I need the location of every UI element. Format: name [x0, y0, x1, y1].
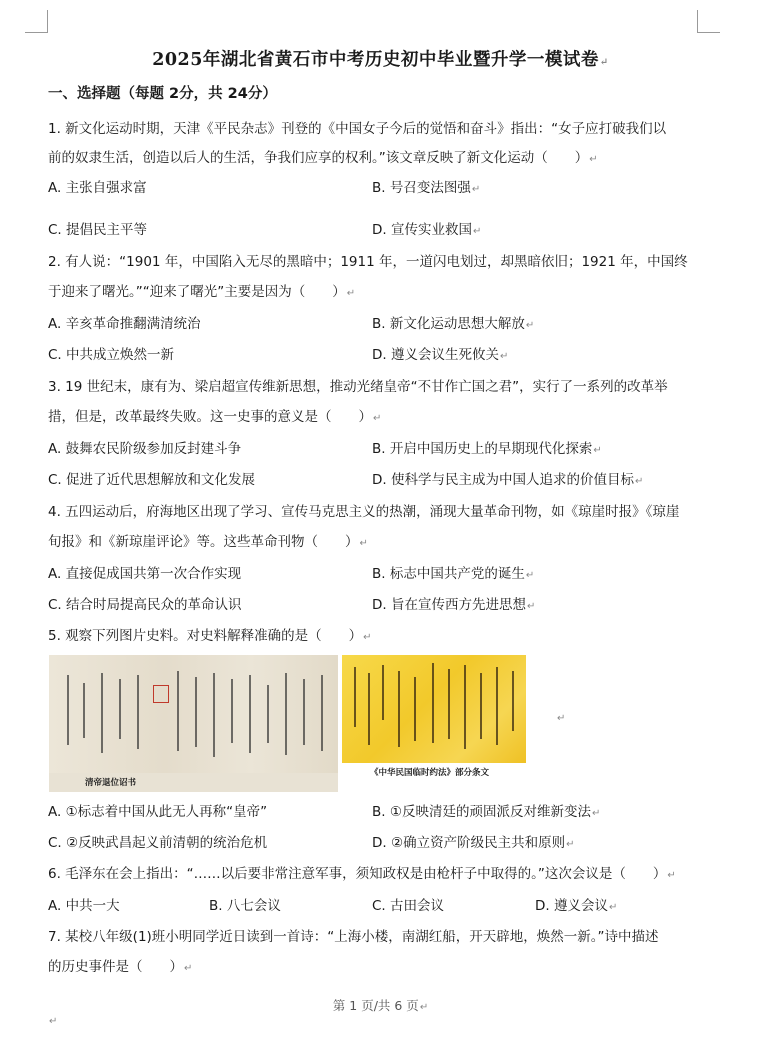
- edict-text-column: [303, 679, 305, 745]
- edict-text-column: [177, 671, 179, 751]
- paragraph-mark-icon: ↵: [499, 351, 509, 362]
- q4-option-d: [372, 593, 535, 613]
- edict-text-column: [249, 675, 251, 753]
- provisional-constitution-image: [340, 655, 526, 779]
- paragraph-mark-icon: ↵: [634, 476, 644, 487]
- crop-mark-top-right: [697, 10, 720, 33]
- q7-stem-line1: 7. 某校八年级(1)班小明同学近日读到一首诗：“上海小楼，南湖红船，开天辟地，焕然一新。”诗中描述: [48, 929, 659, 945]
- constitution-text-column: [398, 671, 400, 747]
- q5-stem-line1: [48, 624, 372, 644]
- q4-option-a: A. 直接促成国共第一次合作实现: [48, 566, 242, 582]
- paragraph-mark-icon: ↵: [525, 570, 535, 581]
- q2-stem-line2: [48, 280, 355, 300]
- q2-option-d-text: D. 遵义会议生死攸关: [372, 347, 499, 363]
- q5-option-d: [372, 831, 574, 851]
- q1-option-c: C. 提倡民主平等: [48, 222, 148, 238]
- red-seal-icon: [153, 685, 169, 703]
- q5-option-a: A. ①标志着中国从此无人再称“皇帝”: [48, 804, 268, 820]
- q2-stem-text: 于迎来了曙光。”“迎来了曙光”主要是因为（ ）: [48, 284, 346, 300]
- q6-option-d-text: D. 遵义会议: [535, 898, 608, 914]
- paragraph-mark-icon: ↵: [591, 808, 601, 819]
- constitution-text-column: [464, 665, 466, 749]
- q5-option-b: [372, 800, 600, 820]
- q4-option-b: [372, 562, 534, 582]
- q6-option-b: B. 八七会议: [209, 898, 281, 914]
- q6-option-a: A. 中共一大: [48, 898, 120, 914]
- title-text: 2025年湖北省黄石市中考历史初中毕业暨升学一模试卷: [152, 50, 599, 70]
- paragraph-mark-icon: ↵: [472, 226, 482, 237]
- q6-stem-text: 6. 毛泽东在会上指出：“……以后要非常注意军事，须知政权是由枪杆子中取得的。”这次会议是（ ）: [48, 866, 667, 882]
- paragraph-mark-icon: ↵: [49, 1016, 58, 1027]
- q7-stem-line2: [48, 955, 192, 975]
- q3-option-a: A. 鼓舞农民阶级参加反封建斗争: [48, 441, 242, 457]
- qing-abdication-edict-image: [49, 655, 338, 792]
- q1-stem-line2: [48, 146, 598, 166]
- section-heading: 一、选择题（每题 2分，共 24分）: [48, 86, 277, 102]
- q2-option-c: C. 中共成立焕然一新: [48, 347, 175, 363]
- paragraph-mark-icon: ↵: [608, 902, 618, 913]
- q4-option-c: C. 结合时局提高民众的革命认识: [48, 597, 242, 613]
- paragraph-mark-icon: ↵: [363, 632, 372, 643]
- q6-option-d: [535, 894, 617, 914]
- q3-option-c: C. 促进了近代思想解放和文化发展: [48, 472, 256, 488]
- q2-option-d: [372, 343, 508, 363]
- constitution-text-column: [496, 667, 498, 745]
- edict-text-column: [83, 683, 85, 738]
- paragraph-mark-icon: ↵: [589, 154, 598, 165]
- q6-option-c: C. 古田会议: [372, 898, 445, 914]
- q2-option-b: [372, 312, 534, 332]
- constitution-text-column: [432, 663, 434, 743]
- q3-option-d: [372, 468, 643, 488]
- q4-stem-line1: 4. 五四运动后，府海地区出现了学习、宣传马克思主义的热潮，涌现大量革命刊物，如《琼崖时报》《琼崖: [48, 504, 680, 520]
- edict-text-column: [137, 675, 139, 749]
- q1-stem-text: 前的奴隶生活，创造以后人的生活，争我们应享的权利。”该文章反映了新文化运动（ ）: [48, 150, 589, 166]
- image2-caption: 《中华民国临时约法》部分条文: [370, 768, 490, 778]
- constitution-text-column: [368, 673, 370, 745]
- q2-stem-line1: 2. 有人说：“1901 年，中国陷入无尽的黑暗中；1911 年，一道闪电划过，却黑暗依旧；1921 年，中国终: [48, 254, 688, 270]
- page-footer: [0, 996, 761, 1014]
- paragraph-mark-icon: ↵: [593, 445, 602, 456]
- paragraph-mark-icon: ↵: [557, 713, 566, 724]
- page-number: 第 1 页/共 6 页: [332, 998, 419, 1013]
- q3-stem-text: 措，但是，改革最终失败。这一史事的意义是（ ）: [48, 409, 372, 425]
- q5-option-d-text: D. ②确立资产阶级民主共和原则: [372, 835, 566, 851]
- q5-option-c: C. ②反映武昌起义前清朝的统治危机: [48, 835, 268, 851]
- edict-text-column: [67, 675, 69, 745]
- page-title: [0, 46, 761, 71]
- constitution-text-column: [414, 677, 416, 741]
- q1-stem-line1: 1. 新文化运动时期，天津《平民杂志》刊登的《中国女子今后的觉悟和奋斗》指出：“女子应打破我们以: [48, 121, 667, 137]
- paragraph-mark-icon: ↵: [667, 870, 676, 881]
- q5-option-b-text: B. ①反映清廷的顽固派反对维新变法: [372, 804, 591, 820]
- edict-text-column: [231, 679, 233, 743]
- crop-mark-top-left: [25, 10, 48, 33]
- q4-option-b-text: B. 标志中国共产党的诞生: [372, 566, 525, 582]
- paragraph-mark-icon: ↵: [599, 57, 609, 68]
- q1-option-d-text: D. 宣传实业救国: [372, 222, 472, 238]
- constitution-text-column: [448, 669, 450, 739]
- q1-option-d: [372, 218, 481, 238]
- paragraph-mark-icon: ↵: [566, 839, 575, 850]
- q2-option-a: A. 辛亥革命推翻满清统治: [48, 316, 201, 332]
- q1-option-a: A. 主张自强求富: [48, 180, 147, 196]
- q6-stem-line1: [48, 862, 676, 882]
- paragraph-mark-icon: ↵: [526, 601, 536, 612]
- constitution-text-column: [382, 665, 384, 720]
- edict-text-column: [195, 677, 197, 747]
- q3-option-b-text: B. 开启中国历史上的早期现代化探索: [372, 441, 593, 457]
- constitution-text-column: [354, 667, 356, 727]
- q4-stem-text: 旬报》和《新琼崖评论》等。这些革命刊物（ ）: [48, 534, 359, 550]
- edict-text-column: [119, 679, 121, 739]
- edict-text-column: [213, 673, 215, 757]
- q3-stem-line2: [48, 405, 381, 425]
- paragraph-mark-icon: ↵: [373, 413, 382, 424]
- paragraph-mark-icon: ↵: [525, 320, 535, 331]
- q2-option-b-text: B. 新文化运动思想大解放: [372, 316, 525, 332]
- edict-text-column: [321, 675, 323, 751]
- q1-option-b: [372, 176, 480, 196]
- paragraph-mark-icon: ↵: [471, 184, 481, 195]
- q3-option-d-text: D. 使科学与民主成为中国人追求的价值目标: [372, 472, 634, 488]
- paragraph-mark-icon: ↵: [419, 1002, 429, 1013]
- q4-option-d-text: D. 旨在宣传西方先进思想: [372, 597, 526, 613]
- q5-stem-text: 5. 观察下列图片史料。对史料解释准确的是（ ）: [48, 628, 363, 644]
- paragraph-mark-icon: ↵: [184, 963, 193, 974]
- q3-stem-line1: 3. 19 世纪末，康有为、梁启超宣传维新思想，推动光绪皇帝“不甘作亡国之君”，实行了一系列的改革举: [48, 379, 668, 395]
- edict-text-column: [101, 673, 103, 753]
- paragraph-mark-icon: ↵: [346, 288, 356, 299]
- q7-stem-text: 的历史事件是（ ）: [48, 959, 183, 975]
- edict-text-column: [267, 685, 269, 743]
- edict-text-column: [285, 673, 287, 755]
- q3-option-b: [372, 437, 602, 457]
- constitution-text-column: [512, 671, 514, 731]
- constitution-text-column: [480, 673, 482, 739]
- image1-caption: 清帝退位诏书: [85, 778, 137, 788]
- paragraph-mark-icon: ↵: [359, 538, 368, 549]
- q4-stem-line2: [48, 530, 368, 550]
- q1-option-b-text: B. 号召变法图强: [372, 180, 471, 196]
